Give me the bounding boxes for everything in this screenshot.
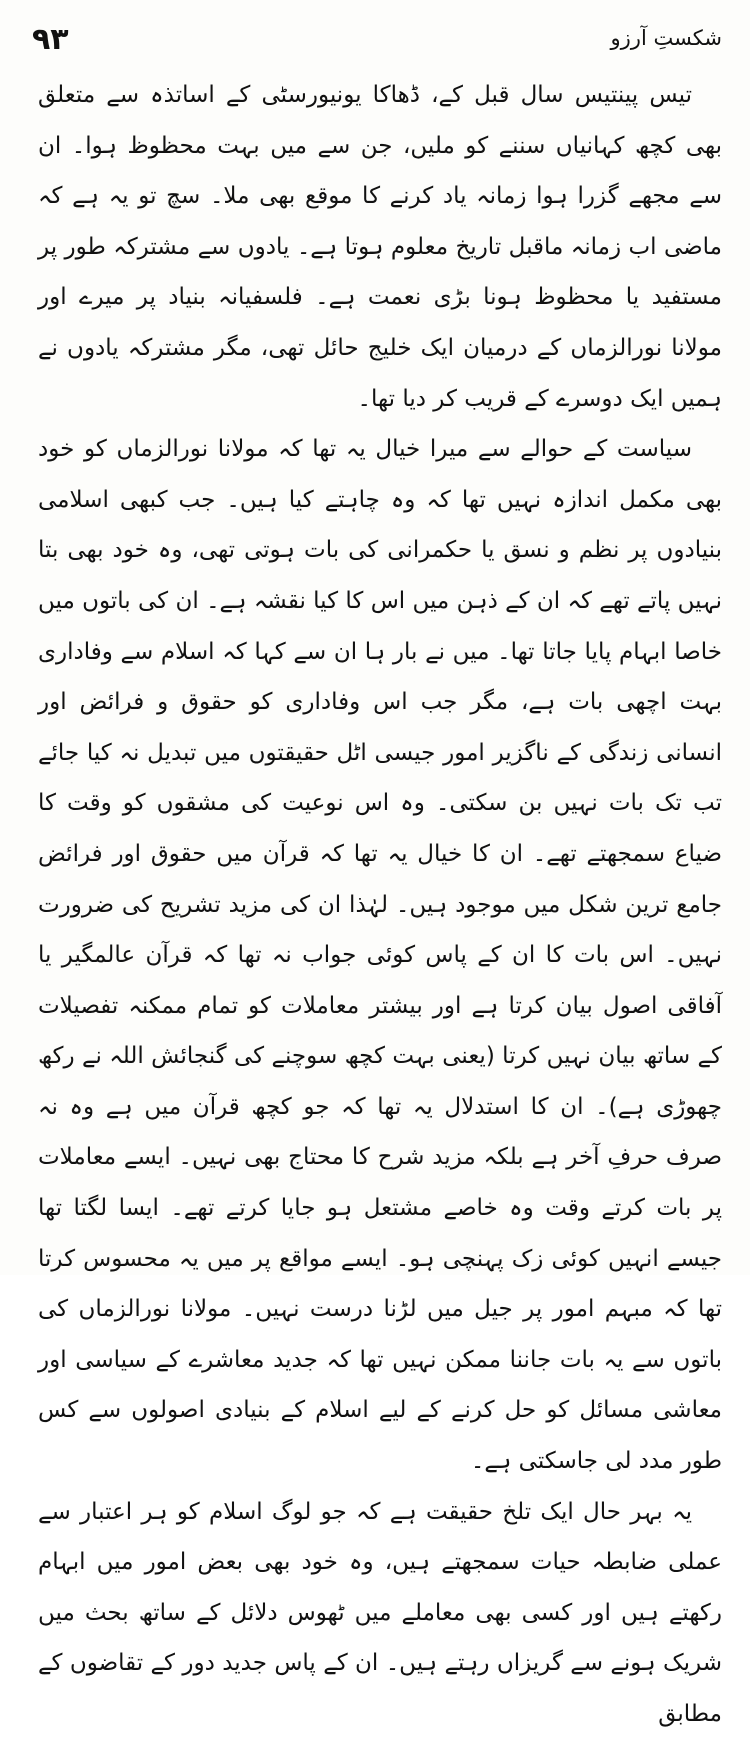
body-text [38,70,722,1727]
paragraph-1: تیس پینتیس سال قبل کے، ڈھاکا یونیورسٹی کے اساتذہ سے متعلق بھی کچھ کہانیاں سننے کو ملیں، جن سے میں بہت محظوظ ہوا۔ ان سے مجھے گزرا ہوا زمانہ یاد کرنے کا موقع بھی ملا۔ سچ تو یہ ہے کہ ماضی اب زمانہ ماقبل تاریخ معلوم ہوتا ہے۔ یادوں سے مشترکہ طور پر مستفید یا محظوظ ہونا بڑی نعمت ہے۔ فلسفیانہ بنیاد پر میرے اور مولانا نورالزماں کے درمیان ایک خلیج حائل تھی، مگر مشترکہ یادوں نے ہمیں ایک دوسرے کے قریب کر دیا تھا۔ [38,82,722,412]
page-number: ۹۳ [32,22,69,57]
paragraph-3: یہ بہر حال ایک تلخ حقیقت ہے کہ جو لوگ اسلام کو ہر اعتبار سے عملی ضابطہ حیات سمجھتے ہیں، وہ خود بھی بعض امور میں ابہام رکھتے ہیں اور کسی بھی معاملے میں ٹھوس دلائل کے ساتھ بحث میں شریک ہونے سے گریزاں رہتے ہیں۔ ان کے پاس جدید دور کے تقاضوں کے مطابق [38,1498,722,1727]
paragraph-2: سیاست کے حوالے سے میرا خیال یہ تھا کہ مولانا نورالزماں کو خود بھی مکمل اندازہ نہیں تھا کہ وہ چاہتے کیا ہیں۔ جب کبھی اسلامی بنیادوں پر نظم و نسق یا حکمرانی کی بات ہوتی تھی، وہ خود بھی بتا نہیں پاتے تھے کہ ان کے ذہن میں اس کا کیا نقشہ ہے۔ ان کی باتوں میں خاصا ابہام پایا جاتا تھا۔ میں نے بار ہا ان سے کہا کہ اسلام سے وفاداری بہت اچھی بات ہے، مگر جب اس وفاداری کو حقوق و فرائض اور انسانی زندگی کے ناگزیر امور جیسی اٹل حقیقتوں میں تبدیل نہ کیا جائے تب تک بات نہیں بن سکتی۔ وہ اس نوعیت کی مشقوں کو وقت کا ضیاع سمجھتے تھے۔ ان کا خیال یہ تھا کہ قرآن میں حقوق اور فرائض جامع ترین شکل میں موجود ہیں۔ لہٰذا ان کی مزید تشریح کی ضرورت نہیں۔ اس بات کا ان کے پاس کوئی جواب نہ تھا کہ قرآن عالمگیر یا آفاقی اصول بیان کرتا ہے اور بیشتر معاملات کو تمام ممکنہ تفصیلات کے ساتھ بیان نہیں کرتا (یعنی بہت کچھ سوچنے کی گنجائش اللہ نے رکھ چھوڑی ہے)۔ ان کا استدلال یہ تھا کہ جو کچھ قرآن میں ہے وہ نہ صرف حرفِ آخر ہے بلکہ مزید شرح کا محتاج بھی نہیں۔ ایسے معاملات پر بات کرتے وقت وہ خاصے مشتعل ہو جایا کرتے تھے۔ ایسا لگتا تھا جیسے انہیں کوئی زک پہنچی ہو۔ ایسے مواقع پر میں یہ محسوس کرتا تھا کہ مبہم امور پر جیل میں لڑنا درست نہیں۔ مولانا نورالزماں کی باتوں سے یہ بات جاننا ممکن نہیں تھا کہ جدید معاشرے کے سیاسی اور معاشی مسائل کو حل کرنے کے لیے اسلام کے بنیادی اصولوں سے کس طور مدد لی جاسکتی ہے۔ [38,436,722,1475]
running-title: شکستِ آرزو [610,26,722,50]
